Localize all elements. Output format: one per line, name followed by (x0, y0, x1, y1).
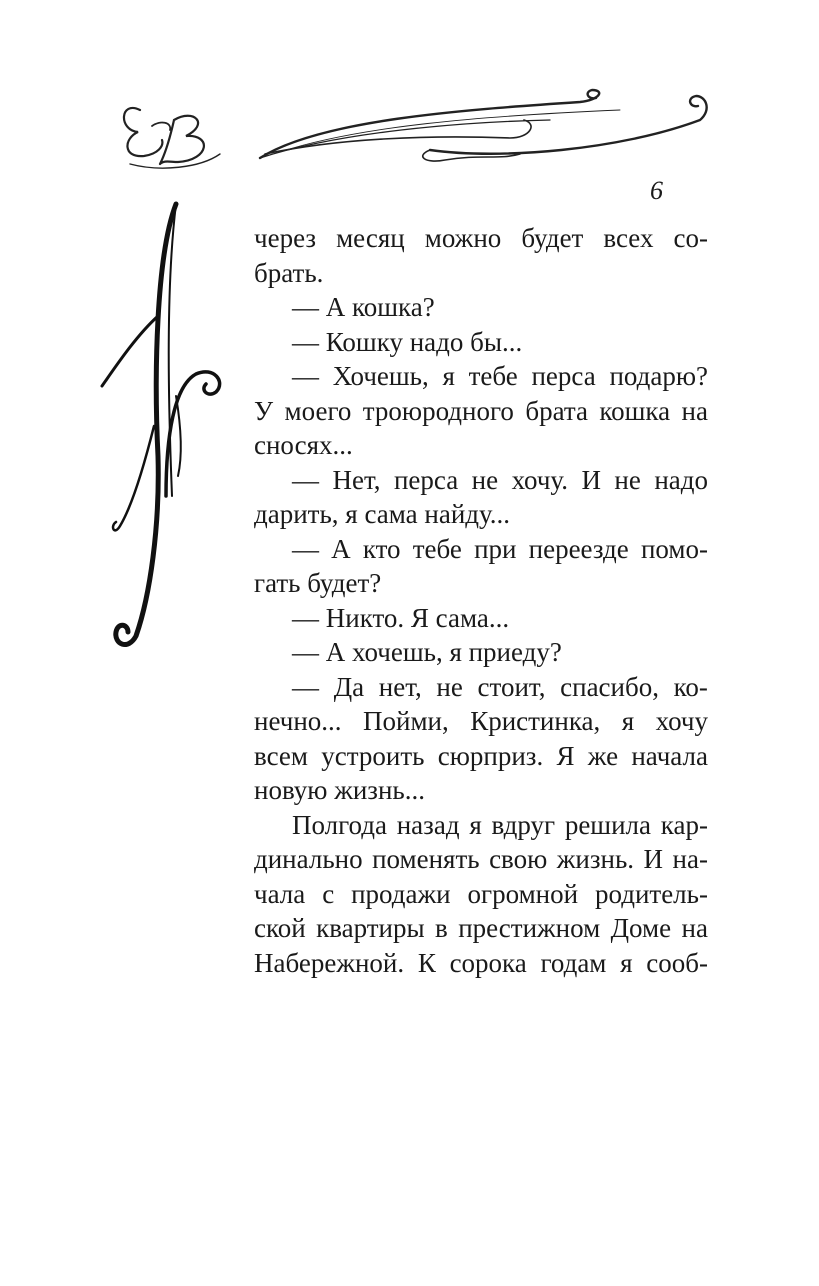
word: продажи (351, 878, 451, 909)
word: подарю? (609, 361, 708, 391)
word: тебе (468, 361, 518, 391)
text-line (254, 670, 708, 705)
word: на (681, 913, 708, 943)
word: всем (254, 740, 308, 771)
word: ко- (673, 671, 708, 702)
word: помо- (640, 533, 708, 564)
text-line: брать. (254, 257, 324, 288)
word: Кристинка, (470, 706, 601, 736)
word: Да (333, 671, 365, 702)
word: ской (254, 913, 306, 943)
word: спасибо, (560, 671, 659, 702)
word: вдруг (491, 809, 556, 840)
word: я (620, 947, 633, 978)
text-line (254, 739, 708, 774)
word: кто (362, 533, 401, 564)
word: при (474, 533, 517, 564)
text-line (254, 911, 708, 946)
word: родитель- (594, 878, 708, 909)
word: К (417, 947, 436, 978)
text-line: — А кошка? (292, 292, 435, 322)
word: И (643, 844, 664, 874)
text-line (254, 359, 708, 394)
text-line (254, 946, 708, 981)
page-number: 6 (650, 176, 663, 205)
body-text (254, 221, 708, 980)
word: А (331, 533, 351, 564)
word: стоит, (477, 671, 546, 702)
word: Полгода (292, 809, 387, 840)
word: же (587, 740, 619, 771)
word: со- (673, 223, 708, 253)
text-line: сносях... (254, 430, 353, 460)
word: я (621, 706, 635, 736)
word: хочу (655, 706, 708, 736)
word: И (581, 464, 601, 495)
word: хочу. (511, 464, 568, 495)
word: нет, (378, 671, 422, 702)
drop-cap-ornament (96, 196, 246, 656)
word: я (469, 809, 482, 840)
word: огромной (467, 878, 579, 909)
word: кошка (599, 395, 671, 426)
word: с (322, 878, 335, 909)
word: решила (564, 809, 652, 840)
word: престижном (458, 913, 601, 943)
word: на (681, 395, 708, 426)
word: в (435, 913, 448, 943)
word: Хочешь, (332, 361, 429, 391)
word: не (471, 464, 499, 495)
header-flourish-ornament (100, 80, 720, 190)
word: сюрприз. (437, 740, 544, 771)
text-line (254, 704, 708, 739)
word: моего (284, 395, 352, 426)
word: назад (396, 809, 460, 840)
text-line (254, 394, 708, 429)
text-line: гать будет? (254, 568, 382, 598)
word: динально (254, 844, 363, 874)
word: сооб- (646, 947, 708, 978)
word: перса (531, 361, 596, 391)
word: квартиры (316, 913, 425, 943)
word: Доме (610, 913, 672, 943)
word: не (614, 464, 641, 495)
text-line (254, 877, 708, 912)
word: — (292, 464, 319, 495)
text-line (254, 842, 708, 877)
text-line (254, 221, 708, 256)
word: месяц (336, 223, 405, 253)
text-line: — А хочешь, я приеду? (292, 637, 562, 667)
word: надо (654, 464, 708, 495)
text-line (254, 532, 708, 567)
word: через (254, 223, 317, 253)
word: Нет, (332, 464, 381, 495)
word: Я (556, 740, 575, 771)
word: устроить (321, 740, 425, 771)
word: поменять (372, 844, 480, 874)
word: Набережной. (254, 947, 405, 978)
word: У (254, 395, 274, 426)
word: Пойми, (363, 706, 449, 736)
word: нечно... (254, 706, 342, 736)
text-line: — Кошку надо бы... (292, 326, 523, 357)
word: можно (424, 223, 502, 253)
word: кар- (660, 809, 708, 840)
word: начала (631, 740, 708, 771)
word: не (436, 671, 463, 702)
word: всех (603, 223, 654, 253)
word: брата (525, 395, 588, 426)
text-line (254, 463, 708, 498)
word: чала (254, 878, 306, 909)
word: годам (540, 947, 607, 978)
word: жизнь. (556, 844, 635, 874)
text-line (254, 808, 708, 843)
text-line: новую жизнь... (254, 775, 425, 805)
word: сорока (449, 947, 527, 978)
word: будет (521, 223, 584, 253)
word: — (292, 671, 319, 702)
word: троюродного (362, 395, 514, 426)
word: тебе (412, 533, 462, 564)
text-line: — Никто. Я сама... (292, 602, 510, 633)
word: свою (489, 844, 548, 874)
word: я (442, 361, 455, 391)
word: переезде (528, 533, 629, 564)
text-line: дарить, я сама найду... (254, 499, 511, 529)
word: — (292, 533, 319, 564)
word: — (292, 361, 319, 391)
word: перса (393, 464, 459, 495)
word: на- (672, 844, 708, 874)
